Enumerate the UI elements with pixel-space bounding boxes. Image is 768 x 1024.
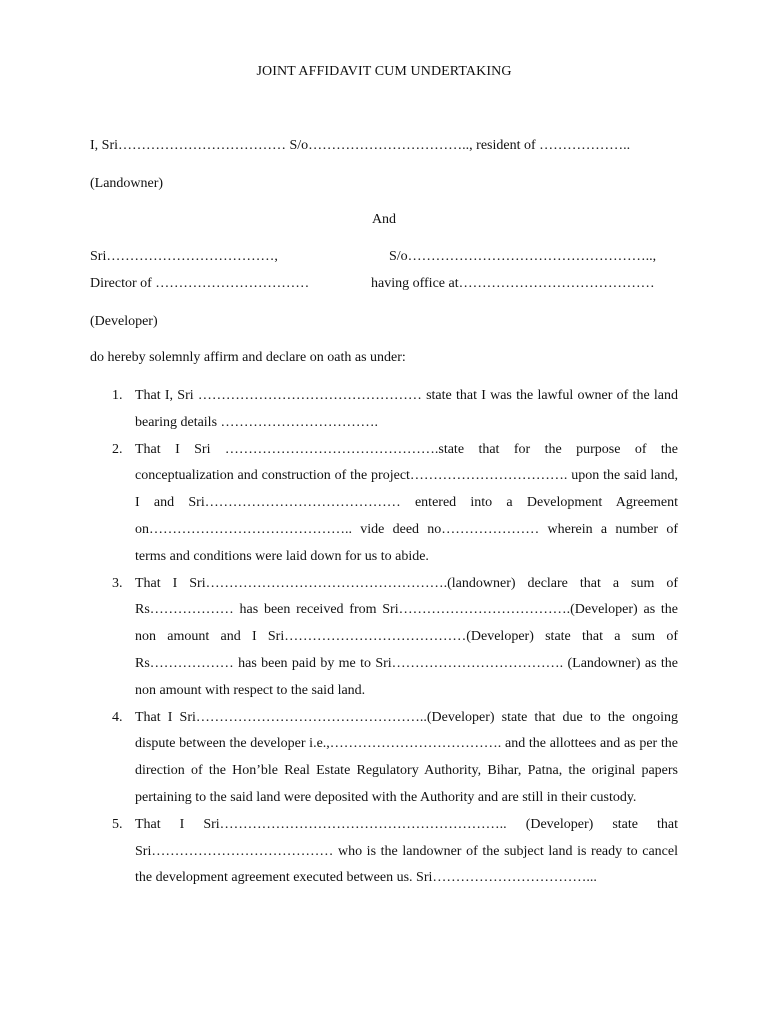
clause-item bbox=[90, 437, 678, 571]
clause-text: That I Sri ……………………………………….state that for the purpose of the conceptualization and construction of the project……………………………. upon the said land, I and Sri…………………………………… entered into a Development Agreement on…………………………………….. vide deed no………………… wherein a number of terms and conditions were laid down for us to abide. bbox=[135, 441, 678, 564]
clause-item bbox=[90, 383, 678, 437]
and-label: And bbox=[371, 212, 397, 227]
document-title: JOINT AFFIDAVIT CUM UNDERTAKING bbox=[256, 64, 512, 79]
clause-item bbox=[90, 705, 678, 812]
first-party-line: I, Sri……………………………… S/o…………………………….., resident of ……………….. bbox=[90, 138, 631, 153]
clause-number: 4. bbox=[112, 709, 123, 725]
clause-item bbox=[90, 812, 678, 892]
clause-number: 1. bbox=[112, 388, 123, 403]
office-address-line: having office at…………………………………… bbox=[371, 276, 655, 291]
landowner-label: (Landowner) bbox=[90, 176, 164, 191]
second-party-name: Sri………………………………, bbox=[90, 249, 278, 264]
clause-number: 2. bbox=[112, 441, 123, 457]
developer-label: (Developer) bbox=[90, 314, 158, 329]
director-of-line: Director of …………………………… bbox=[90, 276, 310, 291]
clause-text: That I Sri…………………………………………………….. (Developer) state that Sri………………………………… who is the landowner of the subject land is ready to cancel the development agreement executed between us. Sri……………………………... bbox=[135, 816, 678, 886]
clause-text: That I Sri…………………………………………….(landowner) declare that a sum of Rs……………… has been received from Sri……………………………….(Developer) as the non amount and I Sri…………………………………(Developer) state that a sum of Rs……………… has been paid by me to Sri………………………………. (Landowner) as the non amount with respect to the said land. bbox=[135, 575, 678, 698]
declaration-intro: do hereby solemnly affirm and declare on oath as under: bbox=[90, 350, 406, 365]
affidavit-clauses bbox=[90, 383, 678, 892]
clause-number: 3. bbox=[112, 575, 123, 591]
clause-item bbox=[90, 571, 678, 705]
clause-text: That I Sri…………………………………………..(Developer) state that due to the ongoing dispute between the developer i.e.,………………………………. and the allottees and as per the direction of the Hon’ble Real Estate Regulatory Authority, Bihar, Patna, the original papers pertaining to the said land were deposited with the Authority and are still in their custody. bbox=[135, 709, 678, 805]
clause-text: That I, Sri ………………………………………… state that I was the lawful owner of the land bearing details ……………………………. bbox=[135, 388, 678, 430]
clause-number: 5. bbox=[112, 816, 123, 832]
second-party-father: S/o…………………………………………….., bbox=[389, 249, 657, 264]
